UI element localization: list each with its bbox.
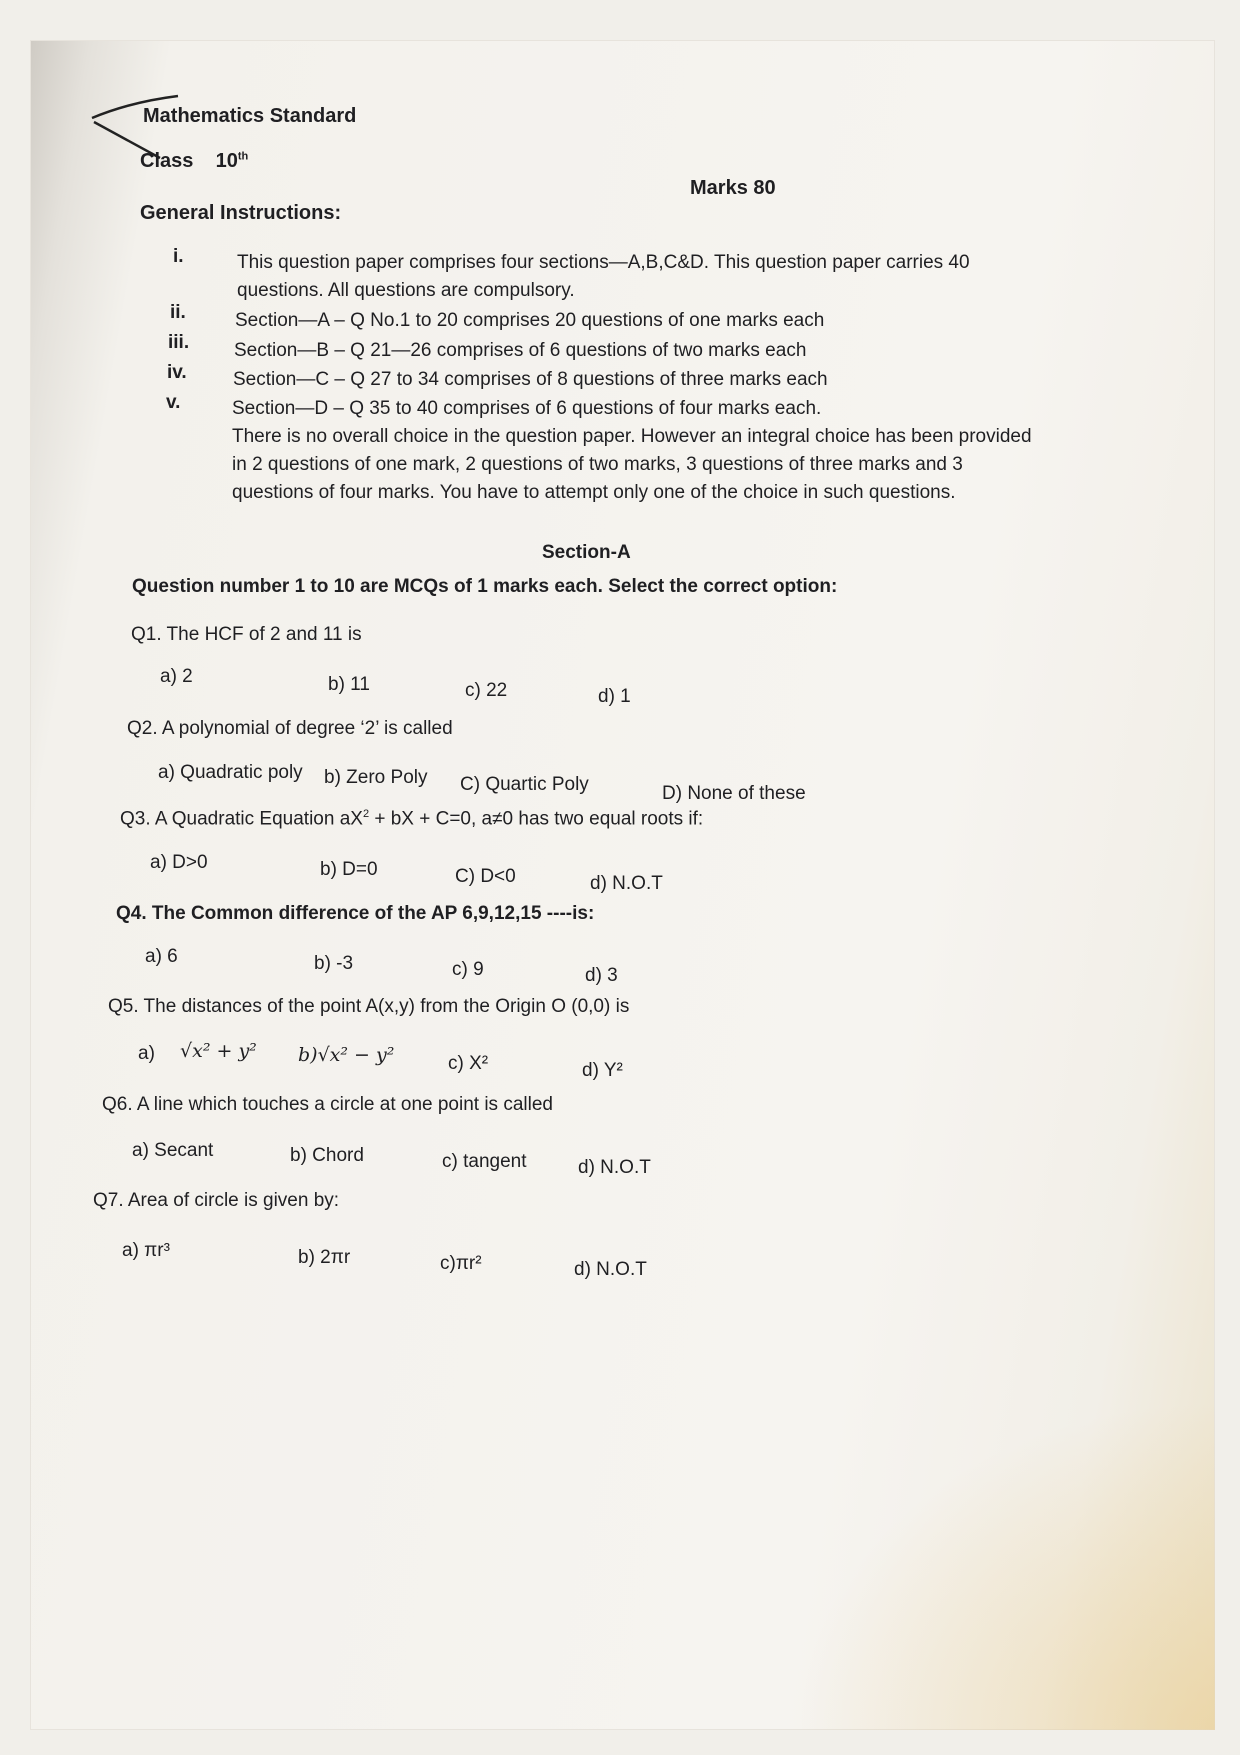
q7-option-d: d) N.O.T [574, 1259, 647, 1280]
instruction-line: Section—C – Q 27 to 34 comprises of 8 questions of three marks each [233, 369, 828, 390]
q1-option-a: a) 2 [160, 666, 193, 687]
class-label: Class 10th [140, 150, 249, 172]
q1-option-b: b) 11 [328, 674, 370, 695]
instructions-title: General Instructions: [140, 202, 342, 224]
question-4: Q4. The Common difference of the AP 6,9,12,15 ----is: [116, 903, 595, 924]
q5-option-d: d) Y² [582, 1060, 623, 1081]
mcq-intro: Question number 1 to 10 are MCQs of 1 marks each. Select the correct option: [132, 576, 838, 597]
q7-option-b: b) 2πr [298, 1247, 351, 1268]
instruction-num: iv. [167, 362, 187, 383]
question-2: Q2. A polynomial of degree ‘2’ is called [127, 718, 453, 739]
question-6: Q6. A line which touches a circle at one point is called [102, 1094, 553, 1115]
question-5: Q5. The distances of the point A(x,y) from the Origin O (0,0) is [108, 996, 630, 1017]
q2-option-d: D) None of these [662, 783, 806, 804]
marks-label: Marks 80 [690, 177, 776, 199]
q2-option-c: C) Quartic Poly [460, 774, 589, 795]
q1-option-d: d) 1 [598, 686, 631, 707]
q2-option-a: a) Quadratic poly [158, 762, 303, 783]
q7-option-c: c)πr² [440, 1253, 482, 1274]
instruction-num: ii. [170, 302, 186, 323]
q4-option-d: d) 3 [585, 965, 618, 986]
q2-option-b: b) Zero Poly [324, 767, 428, 788]
instruction-num: v. [166, 392, 181, 413]
instruction-num: iii. [168, 332, 190, 353]
q7-option-a: a) πr³ [122, 1240, 170, 1261]
exam-paper [30, 40, 1215, 1730]
q6-option-d: d) N.O.T [578, 1157, 651, 1178]
instruction-line: in 2 questions of one mark, 2 questions of two marks, 3 questions of three marks and 3 [232, 454, 963, 475]
instruction-line: Section—A – Q No.1 to 20 comprises 20 questions of one marks each [235, 310, 825, 331]
question-3: Q3. A Quadratic Equation $aX^2$ + bX + C=0, a≠0 has two equal roots if: [120, 808, 704, 830]
instruction-line: questions of four marks. You have to attempt only one of the choice in such questions. [232, 482, 956, 503]
q3-option-d: d) N.O.T [590, 873, 663, 894]
q5-option-b: b)√x² − y² [298, 1044, 395, 1066]
question-7: Q7. Area of circle is given by: [93, 1190, 340, 1211]
q4-option-c: c) 9 [452, 959, 484, 980]
instruction-line: questions. All questions are compulsory. [237, 280, 575, 301]
question-1: Q1. The HCF of 2 and 11 is [131, 624, 362, 645]
instruction-line: Section—D – Q 35 to 40 comprises of 6 questions of four marks each. [232, 398, 822, 419]
q3-option-a: a) D>0 [150, 852, 208, 873]
q1-option-c: c) 22 [465, 680, 508, 701]
q6-option-c: c) tangent [442, 1151, 527, 1172]
subject-title: Mathematics Standard [143, 105, 357, 127]
instruction-line: This question paper comprises four sections—A,B,C&D. This question paper carries 40 [237, 252, 970, 273]
q4-option-b: b) -3 [314, 953, 354, 974]
q5-option-a: a) [138, 1043, 155, 1064]
q6-option-b: b) Chord [290, 1145, 364, 1166]
section-title: Section-A [542, 542, 631, 563]
q4-option-a: a) 6 [145, 946, 178, 967]
instruction-line: Section—B – Q 21—26 comprises of 6 questions of two marks each [234, 340, 807, 361]
q5-option-a-value: √x² + y² [180, 1040, 257, 1062]
q3-option-c: C) D<0 [455, 866, 516, 887]
q5-option-c: c) X² [448, 1053, 489, 1074]
q6-option-a: a) Secant [132, 1140, 214, 1161]
instruction-num: i. [173, 246, 184, 267]
q3-option-b: b) D=0 [320, 859, 378, 880]
instruction-line: There is no overall choice in the question paper. However an integral choice has been provided [232, 426, 1032, 447]
